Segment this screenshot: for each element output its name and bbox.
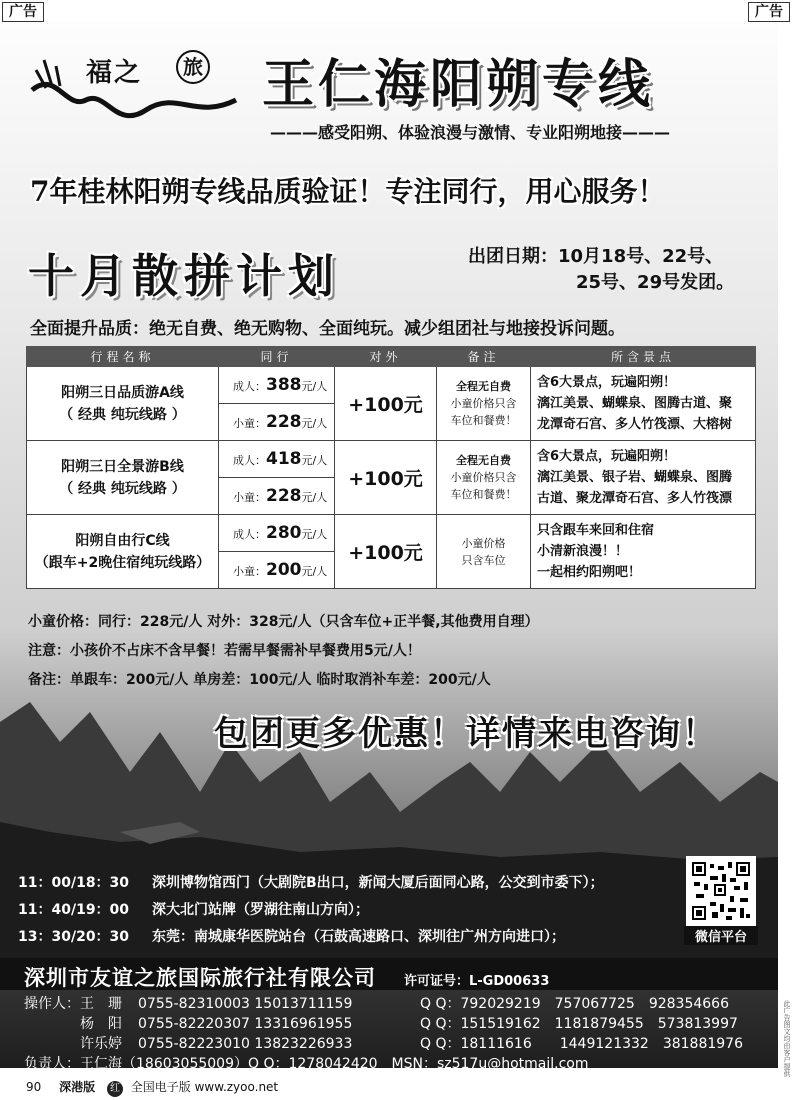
external-price: +100元 (335, 367, 437, 441)
child-label: 小童： (233, 417, 266, 430)
external-price: +100元 (335, 515, 437, 589)
note-cell (437, 441, 531, 515)
contact-phone: 0755-82310003 15013711159 (138, 996, 353, 1012)
wechat-qr-code[interactable] (686, 856, 756, 926)
spots-cell (531, 441, 756, 515)
subtitle: ———感受阳朔、体验浪漫与激情、专业阳朔地接——— (270, 123, 671, 142)
quality-statement: 全面提升品质：绝无自费、绝无购物、全面纯玩。减少组团社与地接投诉问题。 (30, 319, 625, 339)
page-number: 90 (26, 1080, 42, 1094)
table-row (27, 367, 756, 404)
note-line-1: 小童价格 (461, 536, 506, 550)
contact-name: 许乐婷 (80, 1036, 122, 1052)
headline: 7年桂林阳朔专线品质验证！专注同行，用心服务！ (30, 175, 666, 208)
pickup-schedule (18, 870, 604, 951)
header-route: 行程名称 (27, 347, 219, 367)
qr-label: 微信平台 (684, 926, 758, 945)
pickup-time: 13：30/20：30 (18, 929, 130, 945)
pickup-place: 东莞：南城康华医院站台（石鼓高速路口、深圳往广州方向进口）； (152, 929, 565, 945)
spots-line-2: 漓江美景、银子岩、蝴蝶泉、图腾 (537, 470, 733, 485)
note-cell (437, 515, 531, 589)
main-title: 王仁海阳朔专线 (262, 55, 655, 115)
child-price-cell (219, 404, 335, 441)
note-line-2: 只含车位 (461, 553, 506, 567)
pickup-time: 11：40/19：00 (18, 902, 130, 918)
ad-label-left: 广告 (2, 2, 44, 22)
departure-dates (468, 244, 734, 296)
spots-line-2: 漓江美景、蝴蝶泉、图腾古道、聚 (537, 396, 733, 411)
route-name (27, 515, 219, 589)
note-line-3: 车位和餐费！ (450, 414, 517, 427)
adult-price-cell (219, 515, 335, 552)
adult-label: 成人： (233, 528, 266, 541)
contact-qq: Q Q：151519162 1181879455 573813997 (420, 1016, 738, 1032)
child-price: 228 (266, 486, 302, 506)
note-cell (437, 367, 531, 441)
route-name-line-2: （ 经典 纯玩线路 ） (59, 480, 186, 497)
list-item (18, 924, 604, 951)
contact-row (24, 1034, 743, 1054)
note-remarks: 备注：单跟车：200元/人 单房差：100元/人 临时取消补车差：200元/人 (28, 672, 491, 688)
header-spots: 所含景点 (531, 347, 756, 367)
contacts-block (24, 994, 743, 1074)
spots-line-3: 龙潭奇石宫、多人竹筏漂、大榕树 (537, 417, 733, 432)
route-name (27, 367, 219, 441)
price-unit: 元/人 (301, 528, 328, 541)
price-unit: 元/人 (301, 417, 328, 430)
tour-table (26, 346, 756, 589)
adult-price: 388 (266, 375, 302, 395)
contact-row (24, 994, 743, 1014)
adult-price-cell (219, 367, 335, 404)
route-name-line-2: （跟车+2晚住宿纯玩线路） (34, 554, 211, 571)
list-item (18, 870, 604, 897)
note-line-2: 小童价格只含 (450, 471, 517, 484)
contact-qq: Q Q：18111616 1449121332 381881976 (420, 1036, 743, 1052)
child-label: 小童： (233, 565, 266, 578)
spots-line-2: 小清新浪漫！！ (537, 544, 629, 559)
adult-label: 成人： (233, 380, 266, 393)
contact-row (24, 1014, 743, 1034)
page-footer (26, 1078, 278, 1097)
edition-badge-icon: 红 (107, 1081, 123, 1097)
note-attention: 注意：小孩价不占床不含早餐！若需早餐需补早餐费用5元/人！ (28, 643, 421, 659)
departure-line-1: 出团日期：10月18号、22号、 (468, 246, 724, 267)
child-price-cell (219, 478, 335, 515)
spots-cell (531, 367, 756, 441)
contact-name: 杨 阳 (80, 1016, 122, 1032)
adult-price: 280 (266, 523, 302, 543)
child-price: 228 (266, 412, 302, 432)
table-row (27, 441, 756, 478)
contact-qq: Q Q：792029219 757067725 928354666 (420, 996, 729, 1012)
route-name-line-1: 阳朔三日品质游A线 (61, 384, 184, 401)
promo-text: 包团更多优惠！详情来电咨询！ (214, 714, 718, 754)
header-note: 备注 (437, 347, 531, 367)
price-unit: 元/人 (301, 380, 328, 393)
table-row (27, 515, 756, 552)
child-price: 200 (266, 560, 302, 580)
side-disclaimer: 此广告图文均由客户提供 (783, 1000, 791, 1077)
route-name-line-1: 阳朔自由行C线 (75, 532, 170, 549)
route-name (27, 441, 219, 515)
note-line-2: 小童价格只含 (450, 397, 517, 410)
contact-phone: 0755-82223010 13823226933 (138, 1036, 353, 1052)
edition-label: 深港版 (59, 1080, 96, 1094)
header-peer: 同行 (219, 347, 335, 367)
child-label: 小童： (233, 491, 266, 504)
adult-label: 成人： (233, 454, 266, 467)
route-name-line-1: 阳朔三日全景游B线 (61, 458, 184, 475)
spots-line-1: 含6大景点，玩遍阳朔！ (537, 375, 677, 390)
price-unit: 元/人 (301, 454, 328, 467)
spots-line-1: 只含跟车来回和住宿 (537, 523, 655, 538)
notes-block (28, 608, 539, 695)
license-number: 许可证号：L-GD00633 (404, 974, 550, 989)
logo (26, 30, 256, 140)
manager-row: 负责人：王仁海（18603055009）Q Q：1278042420 MSN：sz517u@hotmail.com (24, 1056, 589, 1072)
note-line-3: 车位和餐费！ (450, 488, 517, 501)
company-name: 深圳市友谊之旅国际旅行社有限公司 (24, 966, 376, 990)
spots-line-1: 含6大景点，玩遍阳朔！ (537, 449, 677, 464)
table-header-row (27, 347, 756, 367)
route-name-line-2: （ 经典 纯玩线路 ） (59, 406, 186, 423)
contact-phone: 0755-82220307 13316961955 (138, 1016, 353, 1032)
ad-label-right: 广告 (748, 2, 790, 22)
price-unit: 元/人 (301, 491, 328, 504)
logo-circle-char: 旅 (176, 50, 210, 84)
external-price: +100元 (335, 441, 437, 515)
qr-code-icon (690, 860, 752, 922)
note-line-1: 全程无自费 (456, 454, 511, 467)
spots-line-3: 一起相约阳朔吧！ (537, 565, 642, 580)
site-link[interactable]: 全国电子版 www.zyoo.net (130, 1080, 279, 1094)
list-item (18, 897, 604, 924)
adult-price-cell (219, 441, 335, 478)
logo-text: 福之 (86, 58, 143, 88)
spots-line-3: 古道、聚龙潭奇石宫、多人竹筏漂 (537, 491, 733, 506)
departure-line-2: 25号、29号发团。 (576, 272, 735, 293)
child-price-cell (219, 552, 335, 589)
note-child-price: 小童价格：同行：228元/人 对外：328元/人（只含车位+正半餐,其他费用自理） (28, 614, 539, 630)
pickup-time: 11：00/18：30 (18, 875, 130, 891)
adult-price: 418 (266, 449, 302, 469)
pickup-place: 深大北门站牌（罗湖往南山方向）； (152, 902, 369, 918)
note-line-1: 全程无自费 (456, 380, 511, 393)
header-external: 对外 (335, 347, 437, 367)
spots-cell (531, 515, 756, 589)
plan-title: 十月散拼计划 (28, 249, 340, 303)
price-unit: 元/人 (301, 565, 328, 578)
pickup-place: 深圳博物馆西门（大剧院B出口，新闻大厦后面同心路，公交到市委下）； (152, 875, 604, 891)
contact-name: 操作人：王 珊 (24, 996, 122, 1012)
